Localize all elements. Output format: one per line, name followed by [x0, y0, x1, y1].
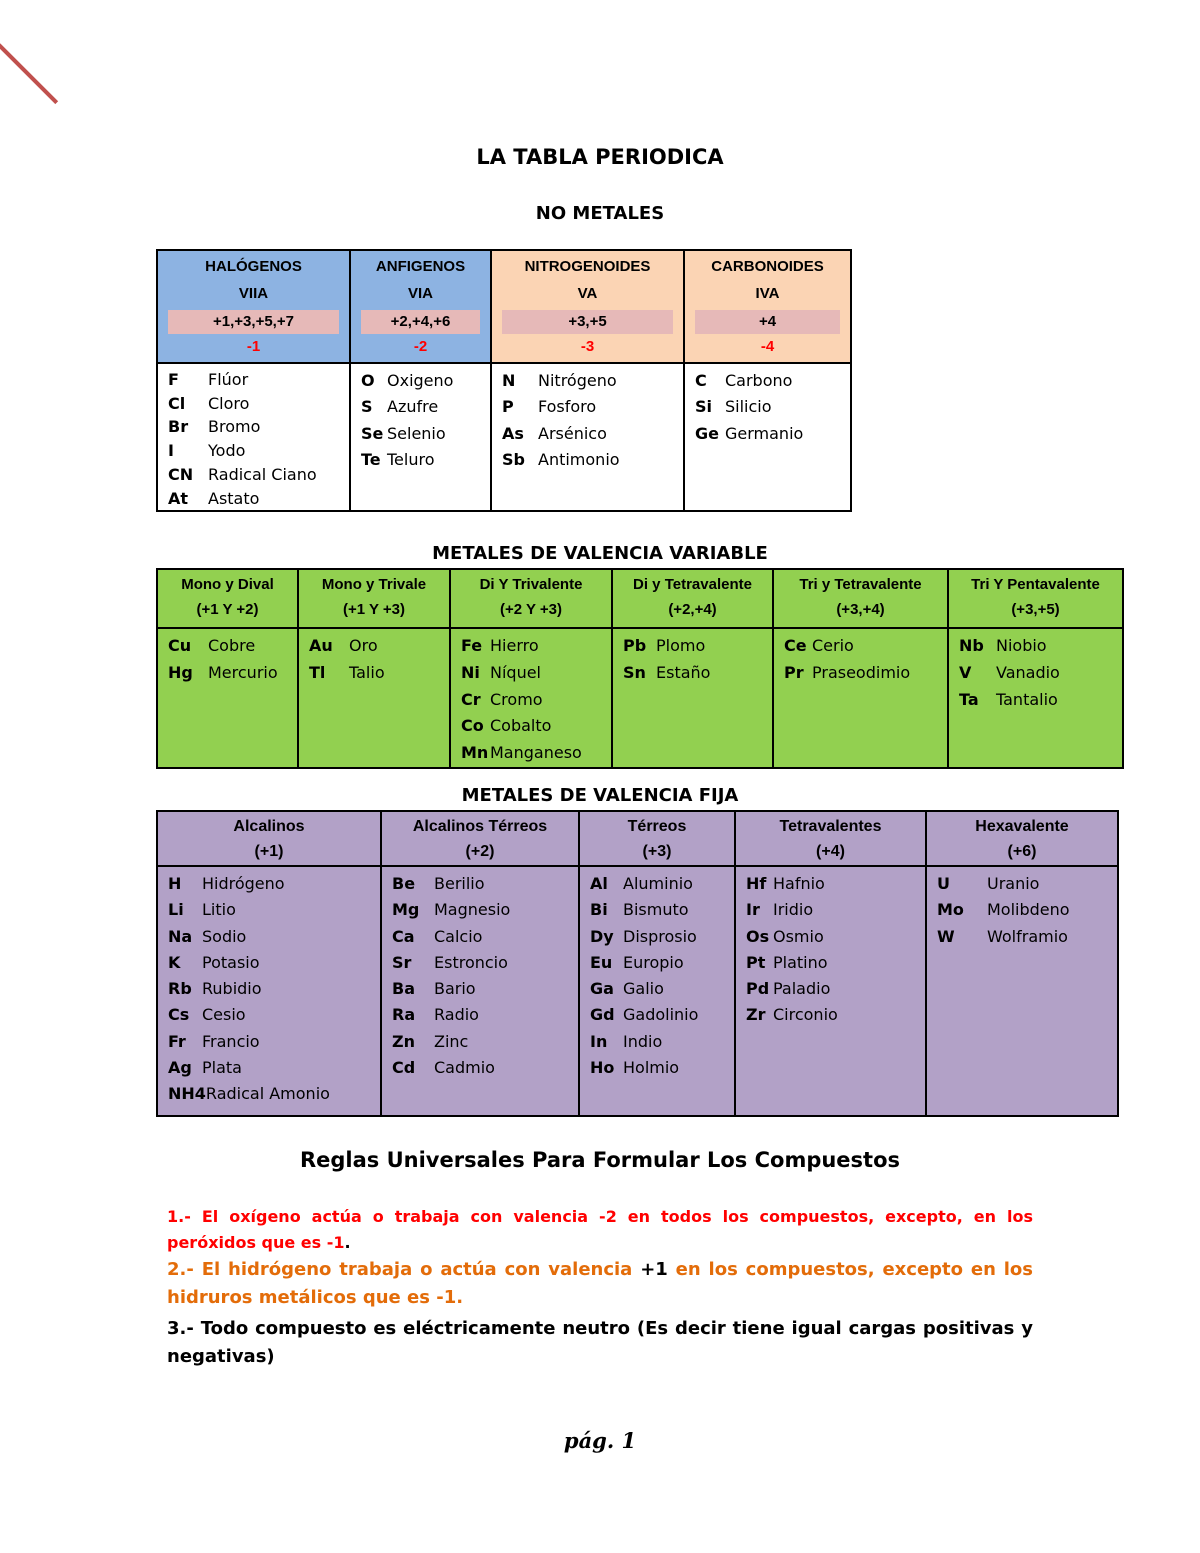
positive-valence: +3,+5: [502, 310, 673, 334]
element-row: [746, 1002, 925, 1028]
group-valence: (+2): [465, 843, 495, 860]
element-symbol: Hg: [168, 662, 193, 682]
element-row: [392, 1029, 578, 1055]
element-name: Sodio: [202, 926, 247, 946]
element-symbol: Te: [361, 449, 381, 469]
element-row: [361, 368, 490, 394]
group-name: Alcalinos Térreos: [412, 818, 548, 835]
element-symbol: As: [502, 423, 524, 443]
negative-valence: -3: [580, 338, 595, 355]
element-symbol: Dy: [590, 926, 614, 946]
element-row: [168, 1029, 380, 1055]
element-name: Radical Amonio: [205, 1084, 330, 1104]
element-name: Estroncio: [434, 952, 508, 972]
group-name: Tri Y Pentavalente: [971, 576, 1100, 593]
element-name: Yodo: [208, 441, 246, 461]
negative-valence: -1: [246, 338, 261, 355]
negative-valence: -4: [760, 338, 775, 355]
element-symbol: Co: [461, 716, 484, 736]
element-symbol: NH4: [168, 1084, 206, 1104]
group-header: [926, 811, 1118, 866]
element-name: Vanadio: [996, 662, 1060, 682]
element-list: [298, 628, 450, 768]
element-name: Plomo: [656, 636, 706, 655]
element-row: [461, 687, 611, 714]
element-row: [168, 633, 297, 660]
element-symbol: Be: [392, 874, 416, 893]
element-symbol: C: [695, 371, 707, 390]
element-row: [695, 394, 850, 420]
element-list: [381, 866, 579, 1116]
element-name: Rubidio: [202, 979, 262, 999]
valencia-variable-table: [156, 568, 1124, 769]
group-name: Mono y Dival: [181, 576, 274, 593]
element-symbol: Bi: [590, 900, 608, 920]
element-row: [392, 1002, 578, 1028]
element-symbol: Cl: [168, 393, 186, 413]
group-header-anfigenos: ANFIGENOS VIA +2,+4,+6 -2: [350, 250, 491, 363]
group-valence: (+2,+4): [668, 601, 717, 618]
element-name: Germanio: [725, 423, 804, 443]
element-row: [168, 871, 380, 897]
element-row: [937, 897, 1117, 923]
group-header: [157, 811, 381, 866]
element-row: [746, 924, 925, 950]
element-symbol: Sb: [502, 449, 525, 469]
element-symbol: Pt: [746, 952, 766, 972]
element-name: Circonio: [773, 1005, 838, 1025]
element-symbol: Zn: [392, 1031, 415, 1051]
element-row: [746, 897, 925, 923]
element-symbol: V: [959, 662, 972, 682]
group-header: [612, 569, 773, 628]
element-name: Oxigeno: [387, 371, 454, 390]
element-name: Nitrógeno: [538, 371, 617, 390]
element-row: [168, 368, 349, 392]
element-symbol: Br: [168, 417, 189, 437]
positive-valence: +2,+4,+6: [361, 310, 480, 334]
element-row: [168, 976, 380, 1002]
element-symbol: U: [937, 874, 950, 893]
element-row: [392, 924, 578, 950]
group-header: [157, 569, 298, 628]
element-symbol: Cd: [392, 1058, 416, 1078]
element-name: Europio: [623, 952, 684, 972]
element-row: [168, 487, 349, 511]
element-symbol: Os: [746, 926, 770, 946]
element-name: Uranio: [987, 874, 1040, 893]
element-row: [168, 1002, 380, 1028]
element-symbol: Ba: [392, 979, 415, 999]
element-symbol: N: [502, 371, 516, 390]
element-name: Cobre: [208, 636, 256, 655]
element-name: Estaño: [656, 662, 711, 682]
element-row: [959, 687, 1122, 714]
group-valence: (+3,+5): [1011, 601, 1060, 618]
element-row: [590, 1002, 734, 1028]
element-row: [168, 1055, 380, 1081]
element-row: [959, 660, 1122, 687]
group-valence: (+2 Y +3): [500, 601, 562, 618]
element-symbol: O: [361, 371, 375, 390]
element-row: [590, 897, 734, 923]
element-row: [461, 633, 611, 660]
element-row: [392, 950, 578, 976]
element-symbol: Mg: [392, 900, 420, 920]
element-row: [502, 368, 683, 394]
element-row: [168, 924, 380, 950]
element-row: [695, 368, 850, 394]
element-symbol: Pr: [784, 662, 804, 682]
element-row: [392, 897, 578, 923]
element-row: [392, 1055, 578, 1081]
negative-valence: -2: [413, 338, 428, 355]
element-row: [746, 976, 925, 1002]
element-row: [168, 897, 380, 923]
element-name: Plata: [202, 1058, 242, 1078]
element-name: Cromo: [490, 689, 543, 709]
element-symbol: Se: [361, 423, 384, 443]
group-valence: (+4): [816, 843, 845, 860]
element-name: Cadmio: [434, 1058, 495, 1078]
element-list-halogenos: [157, 363, 350, 511]
element-symbol: Na: [168, 926, 193, 946]
element-name: Cloro: [208, 393, 250, 413]
element-row: [168, 463, 349, 487]
group-name: Tetravalentes: [779, 818, 882, 835]
element-name: Paladio: [773, 979, 831, 999]
element-row: [309, 660, 449, 687]
element-symbol: Pb: [623, 636, 647, 655]
element-symbol: Si: [695, 397, 713, 417]
element-list-carbonoides: [684, 363, 851, 511]
element-symbol: Ni: [461, 662, 480, 682]
element-name: Calcio: [434, 926, 483, 946]
group-name: Di y Tetravalente: [633, 576, 752, 593]
group-valence: (+1): [254, 843, 284, 860]
element-row: [361, 394, 490, 420]
element-symbol: Ta: [959, 689, 979, 709]
group-header: [579, 811, 735, 866]
element-row: [590, 976, 734, 1002]
element-row: [309, 633, 449, 660]
group-valence: (+1 Y +2): [196, 601, 259, 618]
element-name: Disprosio: [623, 926, 697, 946]
element-name: Potasio: [202, 952, 260, 972]
element-name: Tantalio: [996, 689, 1058, 709]
element-symbol: In: [590, 1031, 608, 1051]
corner-decoration: [0, 31, 58, 105]
element-row: [168, 392, 349, 416]
element-symbol: Tl: [309, 662, 326, 682]
element-symbol: At: [168, 488, 189, 508]
element-list-anfigenos: [350, 363, 491, 511]
element-row: [746, 871, 925, 897]
element-name: Galio: [623, 979, 664, 999]
element-symbol: W: [937, 926, 955, 946]
element-symbol: CN: [168, 464, 194, 484]
element-row: [590, 871, 734, 897]
element-name: Cobalto: [490, 716, 552, 736]
element-row: [392, 976, 578, 1002]
positive-valence: +4: [695, 310, 840, 334]
element-symbol: Mn: [461, 743, 489, 763]
element-row: [461, 713, 611, 740]
element-list-nitrogenoides: [491, 363, 684, 511]
element-name: Cerio: [812, 636, 854, 655]
element-name: Bismuto: [623, 900, 689, 920]
group-name: Hexavalente: [975, 818, 1069, 835]
element-symbol: Hf: [746, 874, 767, 893]
element-name: Magnesio: [434, 900, 511, 920]
element-name: Gadolinio: [623, 1005, 699, 1025]
element-row: [168, 415, 349, 439]
element-row: [746, 950, 925, 976]
element-symbol: Al: [590, 874, 608, 893]
element-symbol: Li: [168, 900, 184, 920]
element-name: Arsénico: [538, 423, 607, 443]
group-valence: (+3): [642, 843, 672, 860]
element-name: Molibdeno: [987, 900, 1070, 920]
element-name: Osmio: [773, 926, 824, 946]
element-symbol: Ra: [392, 1005, 416, 1025]
element-name: Wolframio: [987, 926, 1068, 946]
element-symbol: Sr: [392, 952, 412, 972]
element-name: Radio: [434, 1005, 479, 1025]
element-name: Radical Ciano: [208, 464, 317, 484]
element-symbol: Au: [309, 636, 333, 655]
element-row: [623, 633, 772, 660]
element-name: Talio: [349, 662, 385, 682]
element-list: [948, 628, 1123, 768]
element-symbol: Cu: [168, 636, 192, 655]
element-symbol: Gd: [590, 1005, 615, 1025]
element-symbol: Pd: [746, 979, 770, 999]
element-symbol: Fe: [461, 636, 483, 655]
element-row: [168, 950, 380, 976]
element-row: [502, 394, 683, 420]
element-list: [157, 628, 298, 768]
element-row: [590, 1055, 734, 1081]
element-name: Mercurio: [208, 662, 278, 682]
element-symbol: Zr: [746, 1005, 766, 1025]
element-symbol: Ce: [784, 636, 807, 655]
element-symbol: Ir: [746, 900, 760, 920]
element-list: [579, 866, 735, 1116]
positive-valence: +1,+3,+5,+7: [168, 310, 339, 334]
element-row: [502, 421, 683, 447]
element-name: Astato: [208, 488, 260, 508]
group-name: Tri y Tetravalente: [799, 576, 922, 593]
element-name: Praseodimio: [812, 662, 911, 682]
element-symbol: K: [168, 952, 181, 972]
element-row: [168, 660, 297, 687]
group-header: [948, 569, 1123, 628]
rule-1: 1.- El oxígeno actúa o trabaja con valencia -2 en todos los compuestos, excepto, en los peróxidos que es -1.: [167, 1207, 1033, 1252]
element-row: [937, 871, 1117, 897]
element-symbol: Ga: [590, 979, 614, 999]
element-list: [157, 866, 381, 1116]
element-symbol: Eu: [590, 952, 613, 972]
group-header: [450, 569, 612, 628]
element-symbol: Mo: [937, 900, 964, 920]
group-valence: (+3,+4): [836, 601, 885, 618]
group-name: Mono y Trivale: [321, 576, 427, 593]
element-row: [784, 660, 947, 687]
element-symbol: Ca: [392, 926, 415, 946]
element-name: Holmio: [623, 1058, 680, 1078]
element-name: Oro: [349, 636, 378, 655]
group-header: [298, 569, 450, 628]
element-symbol: S: [361, 397, 373, 417]
element-name: Iridio: [773, 900, 814, 920]
element-row: [623, 660, 772, 687]
element-row: [461, 660, 611, 687]
element-name: Silicio: [725, 397, 772, 417]
element-row: [695, 421, 850, 447]
valencia-fija-table: [156, 810, 1119, 1117]
element-row: [590, 1029, 734, 1055]
element-symbol: F: [168, 370, 179, 389]
element-symbol: Cs: [168, 1005, 190, 1025]
element-name: Carbono: [725, 371, 793, 390]
element-symbol: Ag: [168, 1058, 192, 1078]
group-header-nitrogenoides: NITROGENOIDES VA +3,+5 -3: [491, 250, 684, 363]
group-name: Alcalinos: [233, 818, 305, 835]
element-row: [937, 924, 1117, 950]
element-symbol: Ho: [590, 1058, 615, 1078]
element-name: Zinc: [434, 1031, 469, 1051]
element-row: [168, 1081, 380, 1107]
group-header: [773, 569, 948, 628]
element-name: Hierro: [490, 636, 539, 655]
element-name: Antimonio: [538, 449, 620, 469]
valencia-fija-heading: METALES DE VALENCIA FIJA: [461, 785, 739, 806]
group-header: [735, 811, 926, 866]
element-name: Níquel: [490, 662, 541, 682]
element-name: Platino: [773, 952, 828, 972]
group-name: Térreos: [627, 818, 687, 835]
element-row: [959, 633, 1122, 660]
element-name: Berilio: [434, 874, 485, 893]
page-number: pág. 1: [563, 1428, 637, 1453]
element-symbol: P: [502, 397, 514, 417]
element-name: Fosforo: [538, 397, 597, 417]
element-list: [926, 866, 1118, 1116]
element-symbol: Ge: [695, 423, 719, 443]
element-list: [450, 628, 612, 768]
element-name: Teluro: [387, 449, 435, 469]
element-name: Litio: [202, 900, 236, 920]
element-symbol: Nb: [959, 636, 984, 655]
element-symbol: Cr: [461, 689, 481, 709]
element-row: [461, 740, 611, 767]
element-symbol: H: [168, 874, 182, 893]
group-header-halogenos: HALÓGENOS VIIA +1,+3,+5,+7 -1: [157, 250, 350, 363]
element-row: [590, 924, 734, 950]
group-valence: (+1 Y +3): [343, 601, 405, 618]
element-list: [735, 866, 926, 1116]
group-header-carbonoides: CARBONOIDES IVA +4 -4: [684, 250, 851, 363]
element-name: Hidrógeno: [202, 874, 285, 893]
rule-3: 3.- Todo compuesto es eléctricamente neutro (Es decir tiene igual cargas positivas y negativas): [167, 1318, 1033, 1367]
rules-heading: Reglas Universales Para Formular Los Compuestos: [299, 1148, 901, 1172]
no-metales-table: [156, 249, 852, 512]
element-name: Manganeso: [490, 743, 582, 763]
element-name: Azufre: [387, 397, 439, 417]
group-valence: (+6): [1007, 843, 1037, 860]
element-name: Indio: [623, 1031, 663, 1051]
element-symbol: Fr: [168, 1031, 186, 1051]
element-name: Aluminio: [623, 874, 693, 893]
element-row: [361, 421, 490, 447]
valencia-variable-heading: METALES DE VALENCIA VARIABLE: [432, 543, 768, 564]
page-title: LA TABLA PERIODICA: [476, 145, 724, 169]
element-list: [773, 628, 948, 768]
element-name: Bario: [434, 979, 476, 999]
element-symbol: Rb: [168, 979, 192, 999]
element-name: Francio: [202, 1031, 260, 1051]
element-name: Niobio: [996, 636, 1047, 655]
element-name: Bromo: [208, 417, 261, 437]
no-metales-heading: NO METALES: [535, 203, 665, 224]
group-name: Di Y Trivalente: [479, 576, 583, 593]
element-row: [784, 633, 947, 660]
element-list: [612, 628, 773, 768]
group-header: [381, 811, 579, 866]
element-name: Flúor: [208, 370, 249, 389]
element-row: [502, 447, 683, 473]
element-symbol: I: [168, 441, 174, 461]
rule-2: 2.- El hidrógeno trabaja o actúa con valencia +1 en los compuestos, excepto en los hidruros metálicos que es -1.: [167, 1259, 1034, 1308]
element-row: [392, 871, 578, 897]
element-symbol: Sn: [623, 662, 646, 682]
element-row: [361, 447, 490, 473]
element-row: [168, 439, 349, 463]
element-name: Hafnio: [773, 874, 825, 893]
element-row: [590, 950, 734, 976]
element-name: Selenio: [387, 423, 446, 443]
element-name: Cesio: [202, 1005, 246, 1025]
